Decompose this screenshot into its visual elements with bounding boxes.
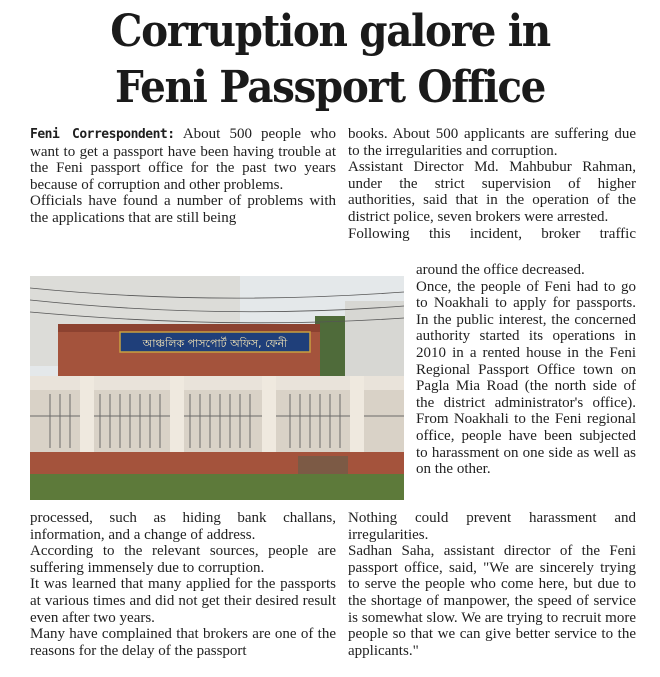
roof-edge <box>58 324 320 332</box>
headline-line-2: Feni Passport Office <box>114 62 546 113</box>
paragraph-8-continued: Nothing could prevent harassment and irregularities. <box>348 510 636 543</box>
paragraph-7-line-2: around the office decreased. <box>416 262 585 278</box>
paragraph-4: It was learned that many applied for the passports at various times and did not get their desired result even after two years. <box>30 576 336 626</box>
byline: Feni Correspondent: <box>30 127 175 142</box>
paragraph-7-line-1: Following this incident, broker traffic <box>348 225 636 242</box>
signboard-text: আঞ্চলিক পাসপোর্ট অফিস, ফেনী <box>142 337 288 350</box>
column-2-top <box>348 126 636 242</box>
column-2-beside-photo <box>416 262 636 478</box>
paragraph-1-text: About 500 people who want to get a passport have been having trouble at the Feni passport office for the past two years because of corruption and other problems. <box>30 126 336 193</box>
paragraph-8: Once, the people of Feni had to go to Noakhali to apply for passports. In the public interest, the concerned authority started its operations in 2010 in a rented house in the Feni Regional Passport Office town on Pagla Mia Road (the north side of the district administrator's office). From Noakhali to the Feni regional office, people have been subjected to harassment on one side as well as on the other. <box>416 278 636 478</box>
paragraph-5: Many have complained that brokers are one of the reasons for the delay of the passport <box>30 626 336 659</box>
passport-office-photo <box>30 276 404 500</box>
paragraph-1 <box>30 126 336 193</box>
headline <box>26 4 633 116</box>
column-1-bottom <box>30 510 336 659</box>
paragraph-5-continued: books. About 500 applicants are suffering due to the irregularities and corruption. <box>348 126 636 159</box>
paragraph-2: Officials have found a number of problems with the applications that are still being <box>30 193 336 226</box>
grass <box>30 474 404 500</box>
paragraph-3: According to the relevant sources, people are suffering immensely due to corruption. <box>30 543 336 576</box>
photo-illustration <box>30 276 404 500</box>
paragraph-6: Assistant Director Md. Mahbubur Rahman, under the strict supervision of higher authorities, said that in the operation of the district police, seven brokers were arrested. <box>348 159 636 225</box>
paragraph-2-continued: processed, such as hiding bank challans, information, and a change of address. <box>30 510 336 543</box>
column-1-top <box>30 126 336 227</box>
paragraph-9: Sadhan Saha, assistant director of the Feni passport office, said, "We are sincerely trying to serve the people who come here, but due to the shortage of manpower, the speed of service is somewhat slow. We are trying to recruit more people so that we can give better service to the applicants." <box>348 543 636 659</box>
column-2-bottom <box>348 510 636 659</box>
headline-line-1: Corruption galore in <box>110 6 550 57</box>
